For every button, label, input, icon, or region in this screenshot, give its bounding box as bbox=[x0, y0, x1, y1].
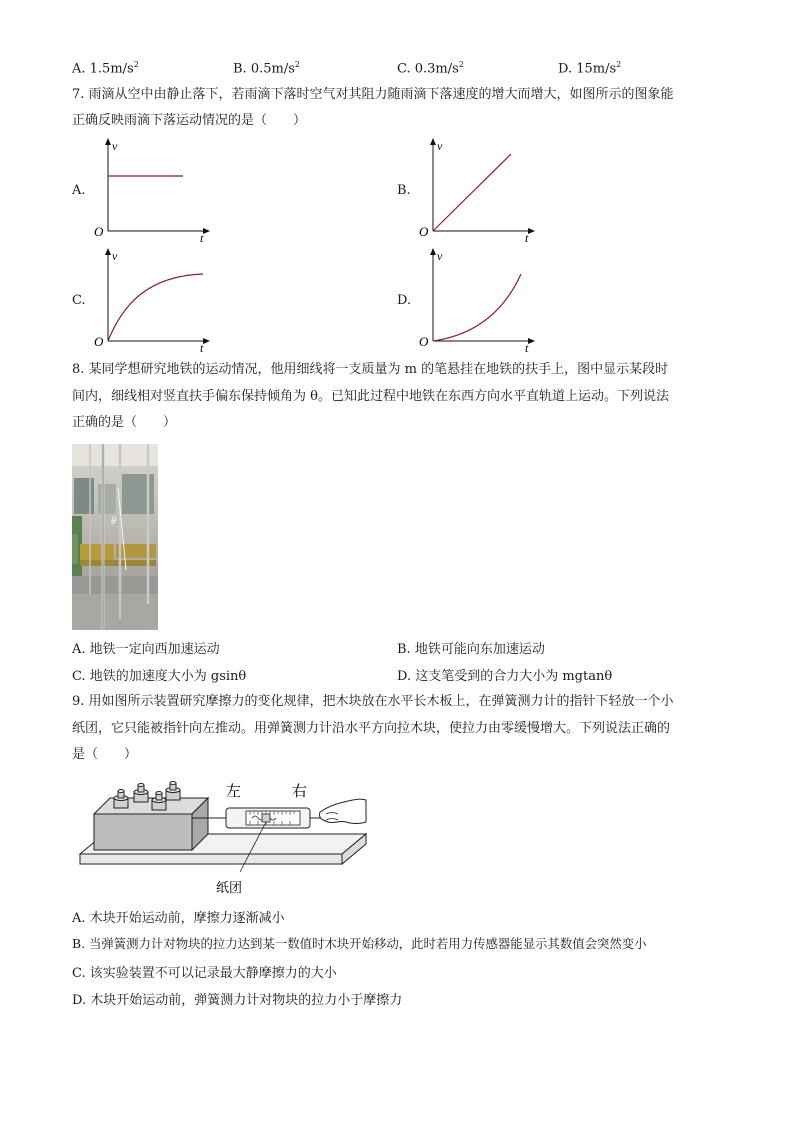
q9-stem-line3: 是（ ） bbox=[72, 747, 138, 762]
y-axis-arrow-icon bbox=[105, 248, 111, 255]
x-axis-arrow-icon bbox=[203, 338, 210, 344]
q7-graph-c bbox=[88, 246, 218, 354]
graph-a-ylabel: v bbox=[112, 139, 118, 153]
graph-b-curve bbox=[433, 154, 511, 231]
board-front bbox=[80, 854, 342, 864]
graph-c-origin: O bbox=[94, 334, 104, 349]
q9-option-d: D. 木块开始运动前，弹簧测力计对物块的拉力小于摩擦力 bbox=[72, 993, 403, 1008]
graph-c-xlabel: t bbox=[200, 341, 204, 354]
q9-stem-line1: 9. 用如图所示装置研究摩擦力的变化规律，把木块放在水平长木板上，在弹簧测力计的指针下轻放一个小 bbox=[72, 694, 674, 709]
q6-option-a-text: A. 1.5m/s bbox=[72, 61, 134, 77]
friction-apparatus-figure bbox=[76, 776, 372, 898]
fig-label-right: 右 bbox=[292, 782, 308, 800]
graph-d-curve bbox=[433, 274, 521, 341]
subway-photo bbox=[72, 444, 158, 630]
q6-option-b-sup: 2 bbox=[294, 60, 300, 69]
fig-label-left: 左 bbox=[226, 782, 242, 800]
y-axis-arrow-icon bbox=[105, 138, 111, 145]
graph-d-origin: O bbox=[419, 334, 429, 349]
q8-option-c: C. 地铁的加速度大小为 gsinθ bbox=[72, 669, 247, 684]
q8-option-a: A. 地铁一定向西加速运动 bbox=[72, 642, 220, 657]
q8-stem-line3: 正确的是（ ） bbox=[72, 415, 177, 430]
q9-option-a: A. 木块开始运动前，摩擦力逐渐减小 bbox=[72, 911, 285, 926]
x-axis-arrow-icon bbox=[528, 338, 535, 344]
x-axis-arrow-icon bbox=[528, 228, 535, 234]
block-front bbox=[94, 814, 192, 850]
q7-graph-d bbox=[413, 246, 543, 354]
q8-option-b: B. 地铁可能向东加速运动 bbox=[397, 642, 545, 657]
q8-stem-line1: 8. 某同学想研究地铁的运动情况，他用细线将一支质量为 m 的笔悬挂在地铁的扶手上，图中显示某段时 bbox=[72, 362, 669, 377]
q7-graph-a bbox=[88, 136, 218, 244]
q7-graph-b-option: B. bbox=[397, 183, 411, 198]
q6-option-b bbox=[233, 60, 300, 76]
q6-option-d-text: D. 15m/s bbox=[558, 61, 617, 77]
q7-stem-line1: 7. 雨滴从空中由静止落下，若雨滴下落时空气对其阻力随雨滴下落速度的增大而增大，如图所示的图象能 bbox=[72, 87, 674, 102]
q7-graph-a-option: A. bbox=[72, 183, 86, 198]
q7-stem-line2: 正确反映雨滴下落运动情况的是（ ） bbox=[72, 113, 307, 128]
graph-a-origin: O bbox=[94, 224, 104, 239]
y-axis-arrow-icon bbox=[430, 248, 436, 255]
q7-graph-c-option: C. bbox=[72, 293, 86, 308]
theta-label: θ bbox=[111, 516, 116, 527]
x-axis-arrow-icon bbox=[203, 228, 210, 234]
q6-option-d-sup: 2 bbox=[616, 60, 622, 69]
q7-graph-d-option: D. bbox=[397, 293, 412, 308]
fig-label-paper: 纸团 bbox=[216, 881, 243, 896]
q8-option-d: D. 这支笔受到的合力大小为 mgtanθ bbox=[397, 669, 613, 684]
block-top bbox=[94, 798, 208, 814]
q6-option-c-sup: 2 bbox=[458, 60, 464, 69]
q7-graph-b bbox=[413, 136, 543, 244]
q6-option-a bbox=[72, 60, 139, 76]
q6-option-d bbox=[558, 60, 621, 76]
graph-d-ylabel: v bbox=[437, 249, 443, 263]
q9-option-c: C. 该实验装置不可以记录最大静摩擦力的大小 bbox=[72, 966, 337, 981]
graph-b-xlabel: t bbox=[525, 231, 529, 244]
graph-b-origin: O bbox=[419, 224, 429, 239]
q6-option-c-text: C. 0.3m/s bbox=[397, 61, 459, 77]
y-axis-arrow-icon bbox=[430, 138, 436, 145]
q8-stem-line2: 间内，细线相对竖直扶手偏东保持倾角为 θ。已知此过程中地铁在东西方向水平直轨道上运动。下列说法 bbox=[72, 389, 669, 404]
q9-option-b: B. 当弹簧测力计对物块的拉力达到某一数值时木块开始移动，此时若用力传感器能显示其数值会突然变小 bbox=[72, 936, 647, 951]
graph-a-xlabel: t bbox=[200, 231, 204, 244]
q6-option-a-sup: 2 bbox=[133, 60, 139, 69]
q9-stem-line2: 纸团，它只能被指针向左推动。用弹簧测力计沿水平方向拉木块，使拉力由零缓慢增大。下列说法正确的 bbox=[72, 721, 671, 736]
graph-b-ylabel: v bbox=[437, 139, 443, 153]
graph-c-curve bbox=[108, 274, 203, 341]
paper-ball bbox=[262, 814, 270, 822]
graph-c-ylabel: v bbox=[112, 249, 118, 263]
q6-option-c bbox=[397, 60, 464, 76]
q6-option-b-text: B. 0.5m/s bbox=[233, 61, 295, 77]
graph-d-xlabel: t bbox=[525, 341, 529, 354]
